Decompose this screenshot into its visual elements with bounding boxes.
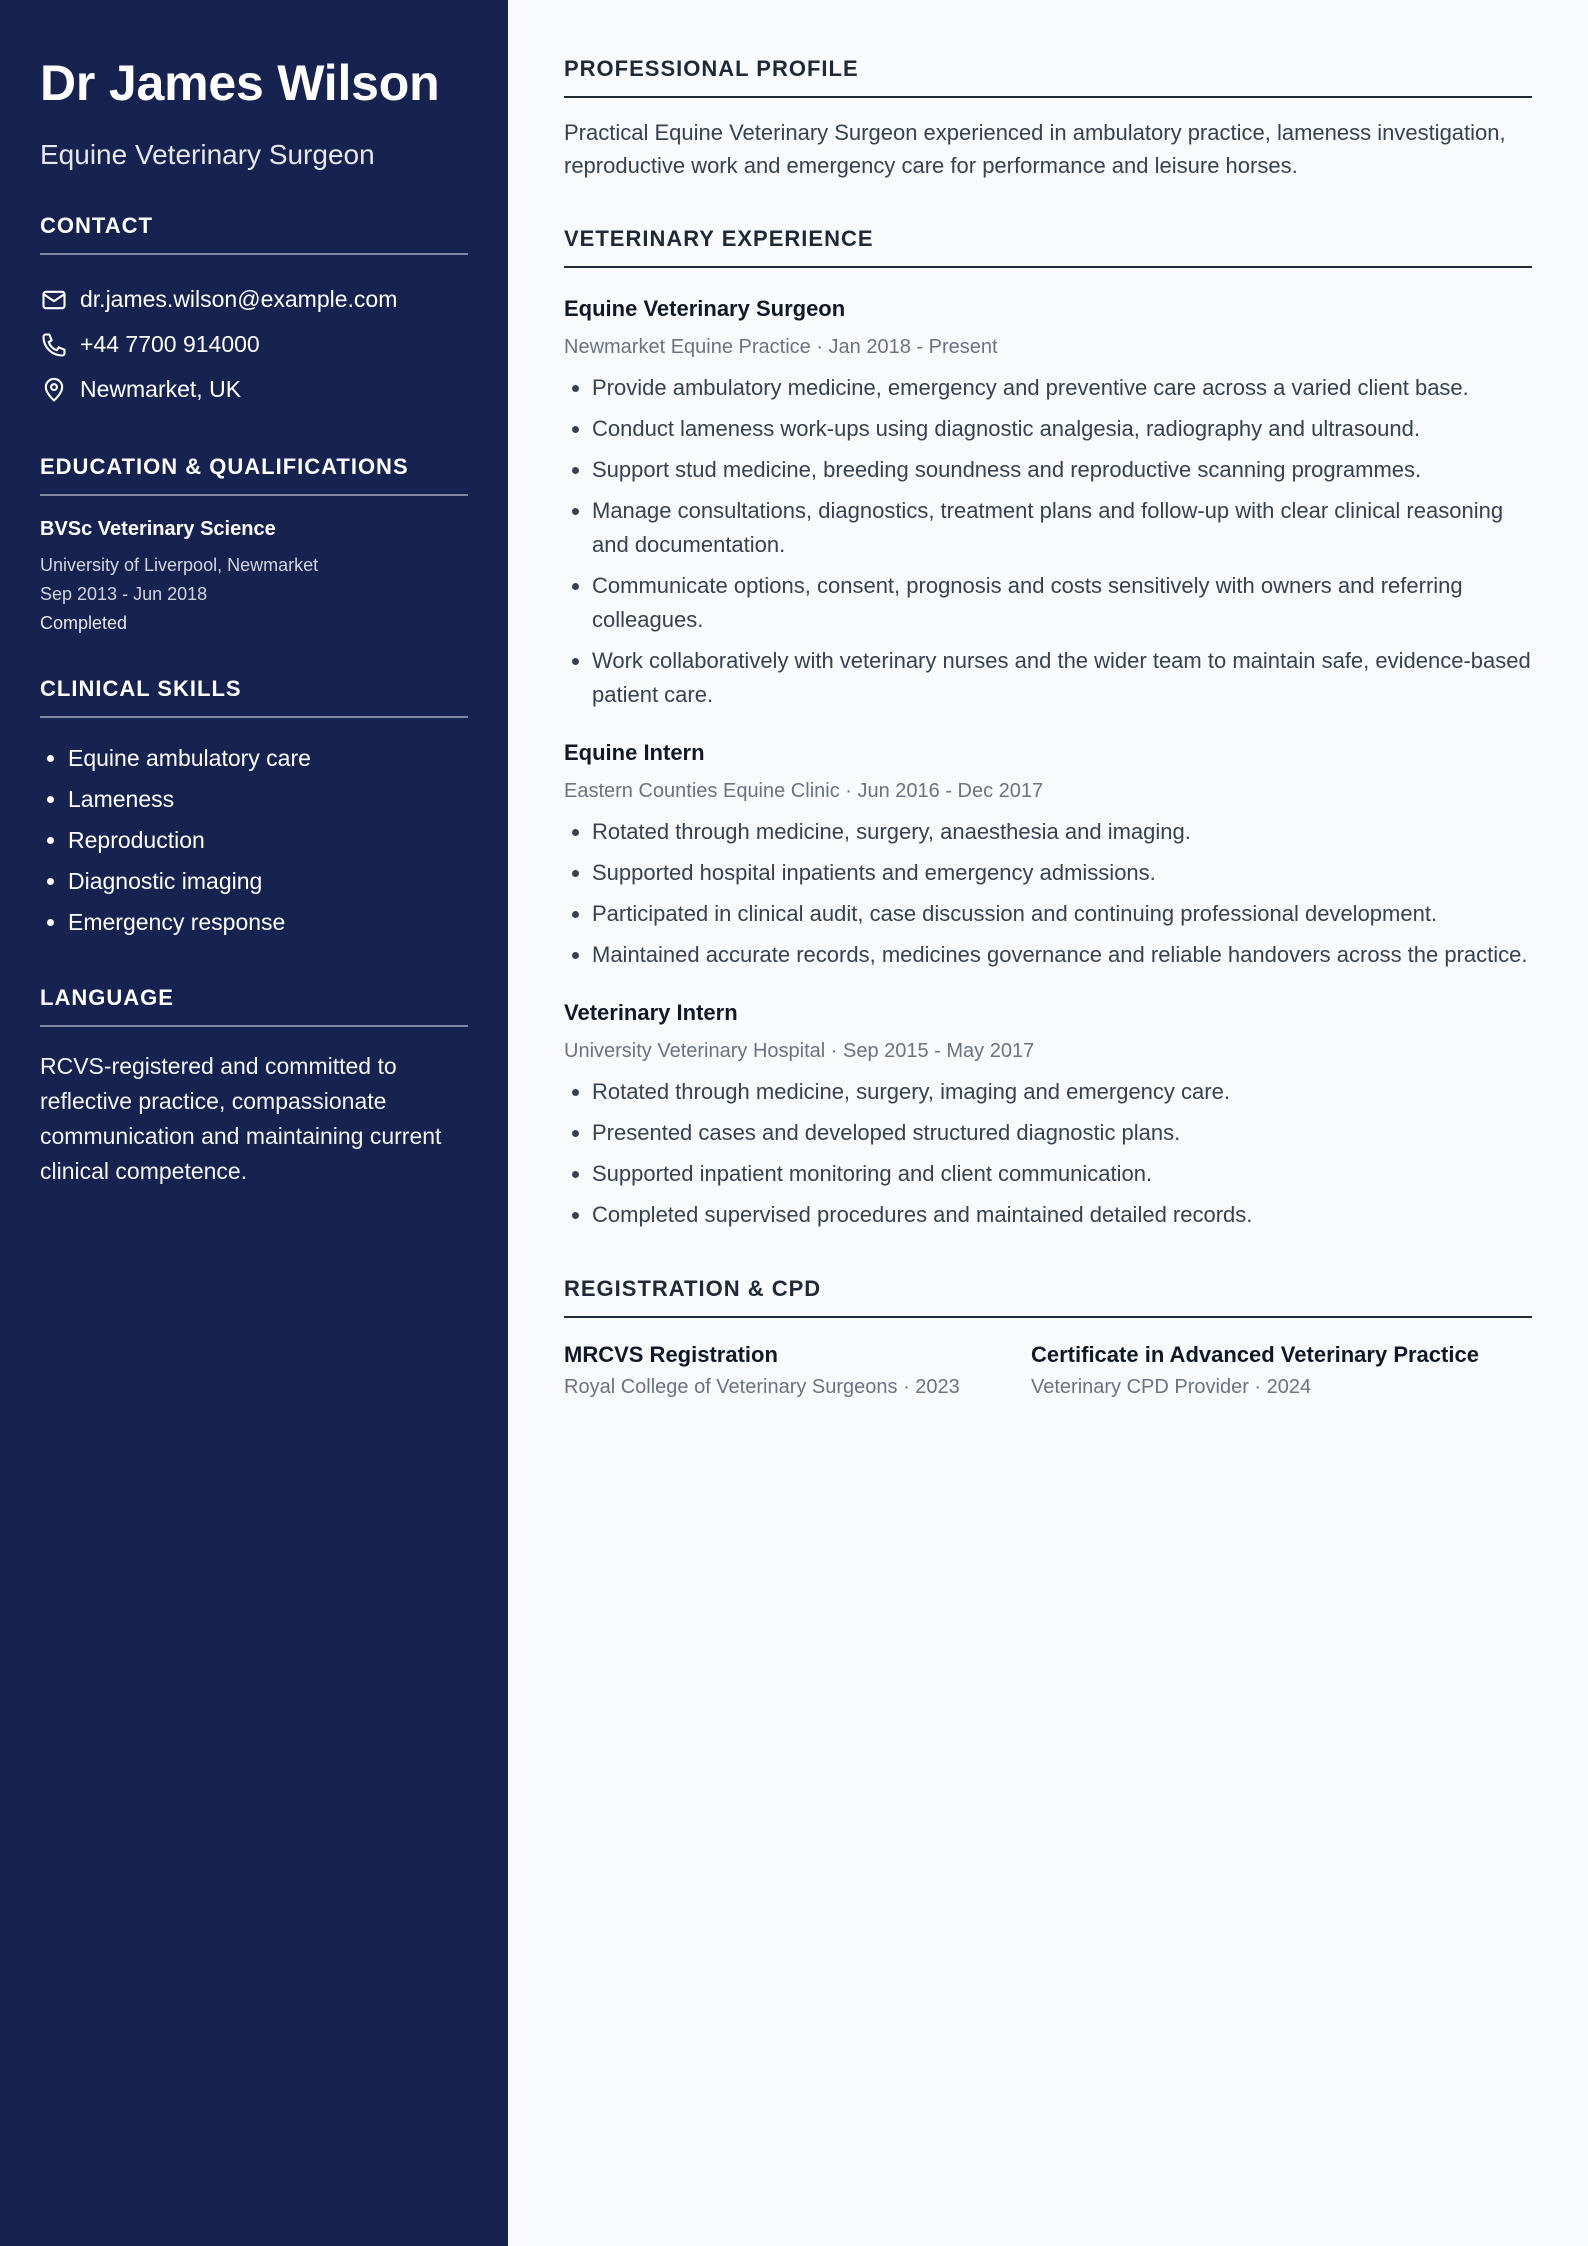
certification-item xyxy=(564,1342,1031,1399)
job-title: Equine Veterinary Surgeon xyxy=(564,296,846,321)
job-entry xyxy=(564,1000,1532,1232)
job-bullets xyxy=(564,371,1532,712)
profile-section xyxy=(564,56,1532,182)
job-bullet: • Manage consultations, diagnostics, treatment plans and follow-up with clear clinical reasoning and documentation. xyxy=(592,494,1532,562)
job-bullets xyxy=(564,815,1532,972)
phone-text: +44 7700 914000 xyxy=(80,331,260,357)
mail-icon xyxy=(40,286,68,314)
experience-section xyxy=(564,226,1532,1232)
job-meta: Newmarket Equine Practice · Jan 2018 - Present xyxy=(564,336,998,358)
institution: University of Liverpool, Newmarket xyxy=(40,555,319,575)
location-text: Newmarket, UK xyxy=(80,376,242,402)
job-bullet: • Provide ambulatory medicine, emergency and preventive care across a varied client base. xyxy=(592,371,1532,405)
job-bullet: • Communicate options, consent, prognosis and costs sensitively with owners and referring colleagues. xyxy=(592,569,1532,637)
phone-icon xyxy=(40,331,68,359)
contact-location xyxy=(40,367,468,412)
skill-item: • Equine ambulatory care xyxy=(68,738,468,779)
education-section xyxy=(40,454,468,634)
language-text: RCVS-registered and committed to reflective practice, compassionate communication and maintaining current clinical competence. xyxy=(40,1052,442,1185)
job-entry xyxy=(564,296,1532,712)
certification-title: MRCVS Registration xyxy=(564,1342,778,1367)
education-entry xyxy=(40,518,468,634)
skill-item: • Lameness xyxy=(68,779,468,820)
profile-heading: PROFESSIONAL PROFILE xyxy=(564,56,1532,98)
profile-text: Practical Equine Veterinary Surgeon experienced in ambulatory practice, lameness investigation, reproductive work and emergency care for performance and leisure horses. xyxy=(564,120,1506,178)
job-title: Veterinary Intern xyxy=(564,1000,738,1025)
education-details xyxy=(40,551,468,609)
job-bullets xyxy=(564,1075,1532,1232)
certification-meta: Royal College of Veterinary Surgeons · 2023 xyxy=(564,1376,960,1398)
registration-heading: REGISTRATION & CPD xyxy=(564,1276,1532,1318)
skills-heading: CLINICAL SKILLS xyxy=(40,676,468,718)
main-content xyxy=(508,0,1588,2246)
job-title: Equine Intern xyxy=(564,740,705,765)
certification-meta: Veterinary CPD Provider · 2024 xyxy=(1031,1376,1312,1398)
job-bullet: • Presented cases and developed structured diagnostic plans. xyxy=(592,1116,1532,1150)
education-status: Completed xyxy=(40,612,128,633)
job-bullet: • Work collaboratively with veterinary nurses and the wider team to maintain safe, evidence-based patient care. xyxy=(592,644,1532,712)
job-bullet: • Maintained accurate records, medicines governance and reliable handovers across the practice. xyxy=(592,938,1532,972)
education-dates: Sep 2013 - Jun 2018 xyxy=(40,583,208,604)
candidate-name: Dr James Wilson xyxy=(40,55,440,111)
contact-email[interactable] xyxy=(40,277,468,322)
certification-item xyxy=(1031,1342,1498,1399)
job-meta: Eastern Counties Equine Clinic · Jun 2016 - Dec 2017 xyxy=(564,780,1044,802)
map-pin-icon xyxy=(40,376,68,404)
experience-heading: VETERINARY EXPERIENCE xyxy=(564,226,1532,268)
job-entry xyxy=(564,740,1532,972)
language-section xyxy=(40,985,468,1190)
skills-list xyxy=(40,738,468,943)
job-bullet: • Rotated through medicine, surgery, anaesthesia and imaging. xyxy=(592,815,1532,849)
sidebar xyxy=(0,0,508,2246)
certification-title: Certificate in Advanced Veterinary Practice xyxy=(1031,1342,1479,1367)
email-text: dr.james.wilson@example.com xyxy=(80,286,398,312)
job-bullet: • Completed supervised procedures and maintained detailed records. xyxy=(592,1198,1532,1232)
certifications-list xyxy=(564,1342,1532,1399)
education-heading: EDUCATION & QUALIFICATIONS xyxy=(40,454,468,496)
contact-heading: CONTACT xyxy=(40,213,468,255)
job-bullet: • Supported inpatient monitoring and client communication. xyxy=(592,1157,1532,1191)
skill-item: • Reproduction xyxy=(68,820,468,861)
job-bullet: • Participated in clinical audit, case discussion and continuing professional development. xyxy=(592,897,1532,931)
job-bullet: • Conduct lameness work-ups using diagnostic analgesia, radiography and ultrasound. xyxy=(592,412,1532,446)
contact-phone[interactable] xyxy=(40,322,468,367)
contact-list xyxy=(40,277,468,412)
job-bullet: • Support stud medicine, breeding soundness and reproductive scanning programmes. xyxy=(592,453,1532,487)
job-bullet: • Rotated through medicine, surgery, imaging and emergency care. xyxy=(592,1075,1532,1109)
candidate-role: Equine Veterinary Surgeon xyxy=(40,139,375,170)
job-bullet: • Supported hospital inpatients and emergency admissions. xyxy=(592,856,1532,890)
skill-item: • Emergency response xyxy=(68,902,468,943)
job-meta: University Veterinary Hospital · Sep 2015 - May 2017 xyxy=(564,1040,1035,1062)
skill-item: • Diagnostic imaging xyxy=(68,861,468,902)
degree-title: BVSc Veterinary Science xyxy=(40,518,276,540)
skills-section xyxy=(40,676,468,943)
registration-section xyxy=(564,1276,1532,1399)
language-heading: LANGUAGE xyxy=(40,985,468,1027)
contact-section xyxy=(40,213,468,412)
